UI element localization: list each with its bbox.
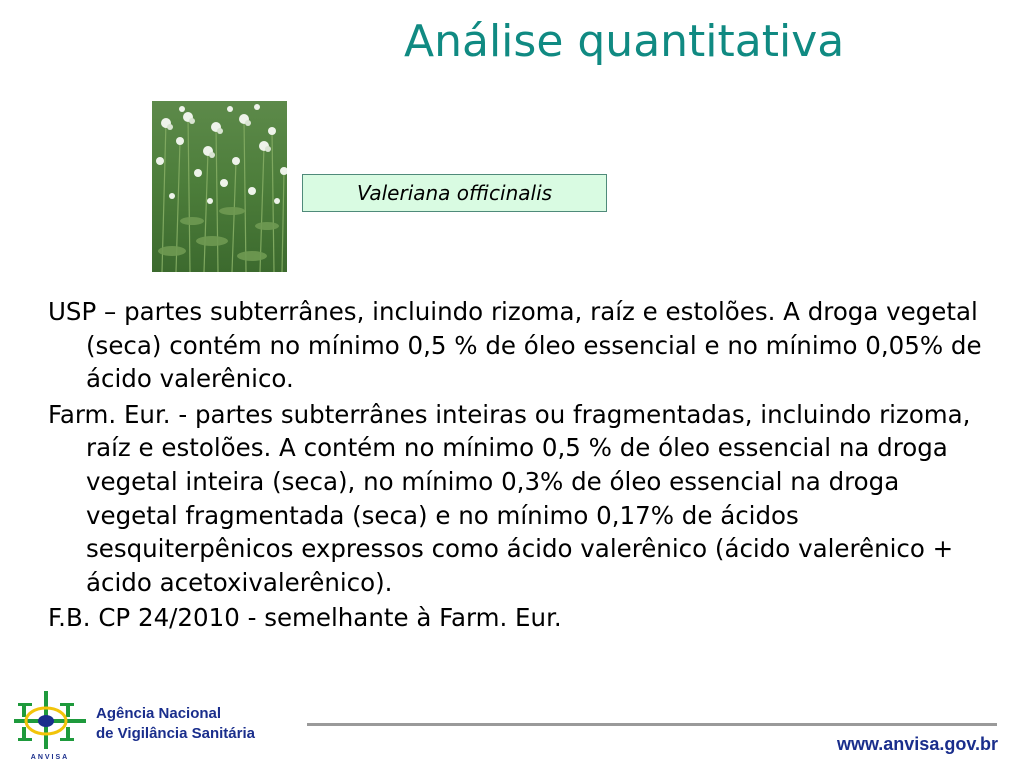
image-caption: Valeriana officinalis: [302, 174, 607, 212]
valerian-plant-photo: [152, 101, 287, 272]
body-text: [48, 295, 988, 635]
logo-text: ANVISA: [30, 754, 70, 761]
website-link[interactable]: www.anvisa.gov.br: [836, 734, 998, 754]
agency-name: [96, 704, 255, 744]
anvisa-logo-icon: [14, 691, 86, 761]
footer-divider: [307, 723, 997, 726]
paragraph-fb-cp: F.B. CP 24/2010 - semelhante à Farm. Eur.: [48, 603, 562, 633]
paragraph-usp: USP – partes subterrânes, incluindo rizoma, raíz e estolões. A droga vegetal (seca) contém no mínimo 0,5 % de óleo essencial e no mínimo 0,05% de ácido valerênico.: [48, 297, 982, 394]
paragraph-farm-eur: Farm. Eur. - partes subterrânes inteiras ou fragmentadas, incluindo rizoma, raíz e estolões. A contém no mínimo 0,5 % de óleo essencial na droga vegetal inteira (seca), no mínimo 0,3% de óleo essencial na droga vegetal fragmentada (seca) e no mínimo 0,17% de ácidos sesquiterpênicos expressos como ácido valerênico (ácido valerênico + ácido acetoxivalerênico).: [48, 399, 971, 597]
agency-line-1: Agência Nacional: [96, 705, 222, 722]
agency-line-2: de Vigilância Sanitária: [96, 725, 255, 742]
slide-title: Análise quantitativa: [404, 16, 845, 67]
